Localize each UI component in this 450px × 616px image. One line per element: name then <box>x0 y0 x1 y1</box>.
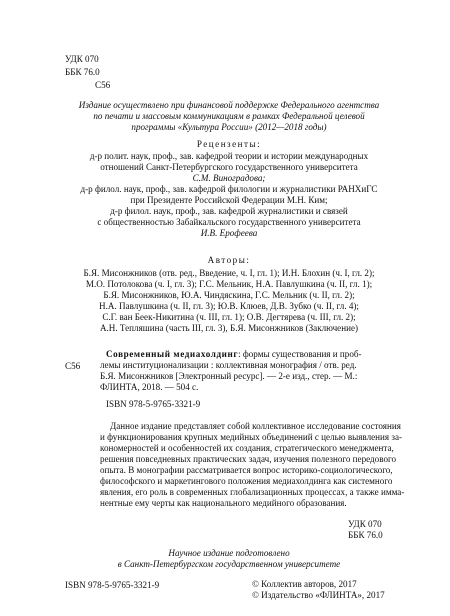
bbk-code: ББК 76.0 <box>65 67 100 77</box>
book-title: Современный медиахолдинг <box>106 349 239 359</box>
author-mark: С56 <box>95 80 111 90</box>
reviewers-heading: Рецензенты: <box>196 139 262 149</box>
abstract: Данное издание представляет собой коллективное исследование состояния и функционирования крупных медийных объединений с целью выявления за- кономерностей и особенностей их создания, стратегического менеджмента, решения повседневных практических задач, изучения полезного передового опыта. В монографии рассматривается вопрос историко-социологического, философского и маркетингового положения медиахолдинга как системного явления, его роль в современных глобализационных процессах, а также имма- нентные ему черты как национального медийного образования. <box>100 421 405 508</box>
reviewers-list: д-р полит. наук, проф., зав. кафедрой теории и истории международных отношений Санкт-Петербургского государственного университета С.М. Виноградова; д-р филол. наук, проф., зав. кафедрой филологии и журналистики РАНХиГС при Президенте Российской Федерации М.Н. Ким; д-р филол. наук, проф., зав. кафедрой журналистики и связей с общественностью Забайкальского государственного университета И.В. Ерофеева <box>80 151 378 238</box>
copyright-authors: © Коллектив авторов, 2017 <box>252 579 357 589</box>
authors-list: Б.Я. Мисонжников (отв. ред., Введение, ч. I, гл. 1); И.Н. Блохин (ч. I, гл. 2); М.О. Потолокова (ч. I, гл. 3); Г.С. Мельник, Н.А. Павлушкина (ч. II, гл. 1); Б.Я. Мисонжников, Ю.А. Чиндяскина, Г.С. Мельник (ч. II, гл. 2); Н.А. Павлушкина (ч. II, гл. 3); Ю.В. Клюев, Д.В. Зубко (ч. II, гл. 4); С.Г. ван Беек-Никитина (ч. III, гл. 1); О.В. Дегтярева (ч. III, гл. 2); А.Н. Тепляшина (часть III, гл. 3), Б.Я. Мисонжников (Заключение) <box>83 268 375 333</box>
footer-classification <box>348 519 383 541</box>
bibliographic-record: Современный медиахолдинг: формы существования и проб- лемы институционализации : коллективная монография / отв. ред. Б.Я. Мисонжников [Электронный ресурс]. — 2-е изд., стер. — М.: ФЛИНТА, 2018. — 504 с. <box>100 349 362 392</box>
copyrights <box>252 579 385 601</box>
prepared-note: Научное издание подготовлено в Санкт-Петербургском государственном университете <box>117 548 341 569</box>
classification-block <box>65 54 110 93</box>
udk-code: УДК 070 <box>65 54 99 64</box>
footer-udk: УДК 070 <box>348 519 382 529</box>
bib-author-mark: С56 <box>65 361 81 371</box>
copyright-publisher: © Издательство «ФЛИНТА», 2017 <box>252 590 385 600</box>
footer-bbk: ББК 76.0 <box>348 530 383 540</box>
authors-heading: Авторы: <box>207 255 251 265</box>
isbn-top: ISBN 978-5-9765-3321-9 <box>106 399 201 409</box>
isbn-bottom: ISBN 978-5-9765-3321-9 <box>65 580 160 590</box>
publication-note: Издание осуществлено при финансовой поддержке Федерального агентства по печати и массовым коммуникациям в рамках Федеральной целевой программы «Культура России» (2012—2018 годы) <box>78 100 380 132</box>
